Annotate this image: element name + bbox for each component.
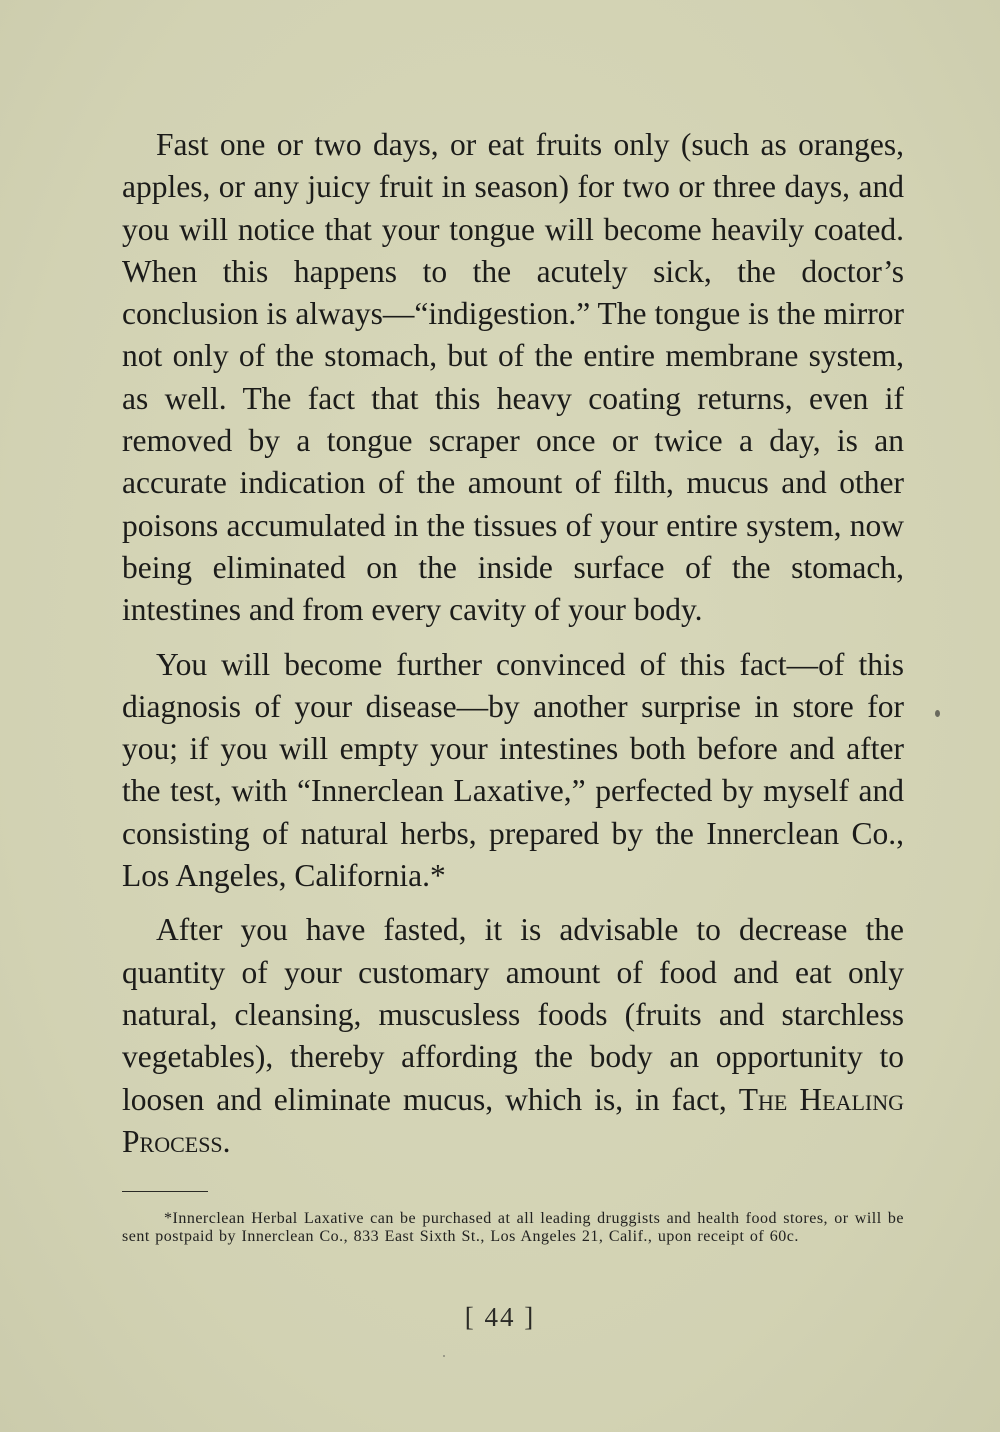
paragraph-fasting: Fast one or two days, or eat fruits only (such as oranges, apples, or any juicy fruit in season) for two or three days, and you will notice that your tongue will become heavily coated. When this happens to the acutely sick, the doctor’s conclusion is always—“indigestion.” The tongue is the mirror not only of the stomach, but of the entire membrane system, as well. The fact that this heavy coating returns, even if removed by a tongue scraper once or twice a day, is an accurate indication of the amount of filth, mucus and other poisons accumulated in the tissues of your entire system, now being eliminated on the inside surface of the stomach, intestines and from every cavity of your body. <box>122 127 904 628</box>
body-text <box>122 124 904 1163</box>
margin-speck-small <box>443 1355 445 1357</box>
margin-speck <box>935 710 940 717</box>
paragraph-healing-process <box>122 909 904 1163</box>
healing-process-smallcaps: The Healing Process. <box>122 1081 904 1159</box>
paragraph-healing-text: After you have fasted, it is advisable to decrease the quantity of your customary amount of food and eat only natural, cleansing, muscusless foods (fruits and starchless vegetables), thereby affording the body an opportunity to loosen and eliminate mucus, which is, in fact, <box>122 912 904 1117</box>
page-number: [ 44 ] <box>464 1302 536 1332</box>
footnote-rule <box>122 1191 208 1192</box>
paragraph-laxative: You will become further convinced of this fact—of this diagnosis of your disease—by another surprise in store for you; if you will empty your intestines both before and after the test, with “Innerclean Laxative,” perfected by myself and consisting of natural herbs, prepared by the Innerclean Co., Los Angeles, California.* <box>122 646 904 894</box>
footnote: *Innerclean Herbal Laxative can be purchased at all leading druggists and health food stores, or will be sent postpaid by Innerclean Co., 833 East Sixth St., Los Angeles 21, Calif., upon receipt of 60c. <box>122 1210 904 1245</box>
